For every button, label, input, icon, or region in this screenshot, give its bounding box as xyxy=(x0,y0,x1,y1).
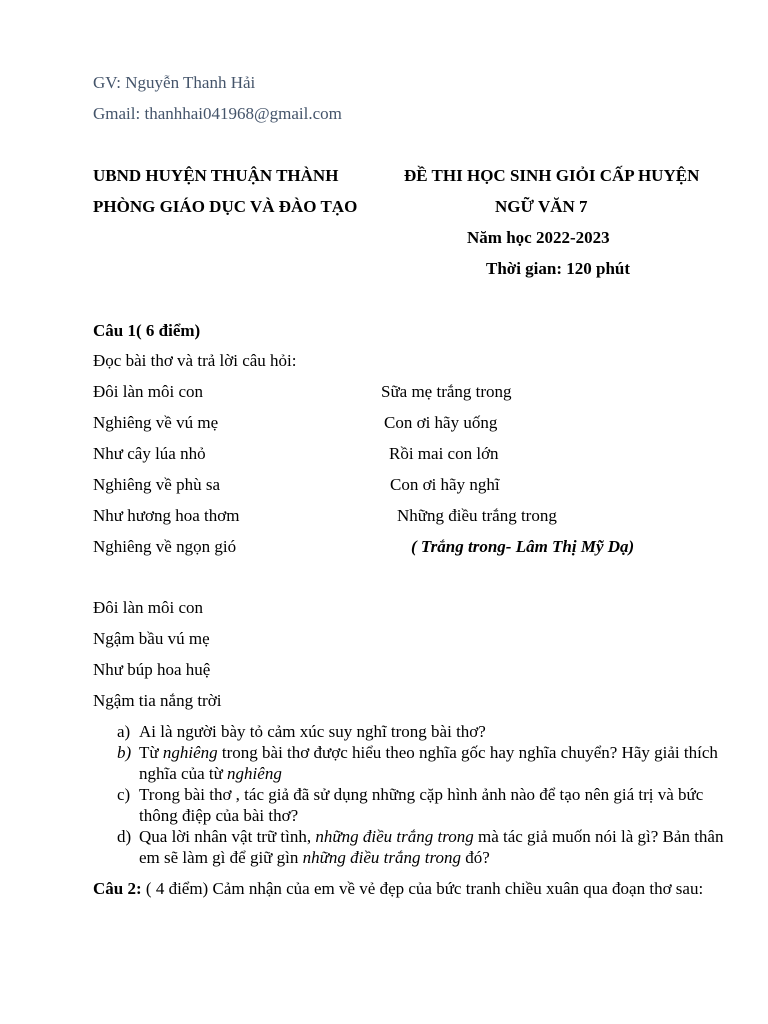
header-district: UBND HUYỆN THUẬN THÀNH xyxy=(93,166,339,185)
question1-instruction: Đọc bài thơ và trả lời câu hỏi: xyxy=(93,351,297,370)
italic-term: nghiêng xyxy=(227,764,282,783)
sub-question-label: a) xyxy=(117,722,131,741)
italic-term: những điều trắng trong xyxy=(302,848,461,867)
question2 xyxy=(93,878,723,899)
sub-question-c xyxy=(117,784,727,826)
poem-line: Đôi làn môi con xyxy=(93,382,204,401)
teacher-name: GV: Nguyễn Thanh Hải xyxy=(93,73,256,92)
poem-line: Nghiêng về vú mẹ xyxy=(93,413,219,432)
sub-question-text xyxy=(139,742,727,784)
poem-line: Như cây lúa nhỏ xyxy=(93,444,206,463)
text-run: Qua lời nhân vật trữ tình, xyxy=(139,827,316,846)
sub-question-d xyxy=(117,826,727,868)
text-run: mà tác giả muốn nói là gì? Bản thân em sẽ làm gì để giữ gìn xyxy=(139,827,724,867)
header-department: PHÒNG GIÁO DỤC VÀ ĐÀO TẠO xyxy=(93,197,358,216)
question1-title: Câu 1( 6 điểm) xyxy=(93,321,201,340)
sub-question-a xyxy=(117,721,727,742)
italic-term: nghiêng xyxy=(162,743,218,762)
question2-title: Câu 2: xyxy=(93,879,142,898)
poem-line: Con ơi hãy uống xyxy=(384,413,498,432)
poem-source: ( Trắng trong- Lâm Thị Mỹ Dạ) xyxy=(411,537,635,556)
sub-question-label: b) xyxy=(117,743,132,762)
poem-line: Những điều trắng trong xyxy=(397,506,557,525)
poem-line: Như hương hoa thơm xyxy=(93,506,240,525)
text-run: Từ xyxy=(139,743,163,762)
poem-line: Ngậm tia nắng trời xyxy=(93,691,222,710)
exam-duration: Thời gian: 120 phút xyxy=(486,259,631,278)
poem-line: Nghiêng về ngọn gió xyxy=(93,537,237,556)
poem-line: Rồi mai con lớn xyxy=(389,444,499,463)
poem-line: Ngậm bầu vú mẹ xyxy=(93,629,210,648)
sub-question-text xyxy=(139,826,727,868)
exam-subject: NGỮ VĂN 7 xyxy=(495,197,588,216)
sub-question-text: Ai là người bày tỏ cảm xúc suy nghĩ trong bài thơ? xyxy=(139,722,486,741)
poem-line: Sữa mẹ trắng trong xyxy=(381,382,512,401)
question2-text: ( 4 điểm) Cảm nhận của em về vẻ đẹp của bức tranh chiều xuân qua đoạn thơ sau: xyxy=(141,879,704,898)
poem-line: Như búp hoa huệ xyxy=(93,660,211,679)
poem-line: Nghiêng về phù sa xyxy=(93,475,221,494)
exam-year: Năm học 2022-2023 xyxy=(467,228,610,247)
text-run: đó? xyxy=(460,848,490,867)
sub-question-b xyxy=(117,742,727,784)
teacher-email: Gmail: thanhhai041968@gmail.com xyxy=(93,104,342,123)
sub-question-label: d) xyxy=(117,827,132,846)
poem-line: Con ơi hãy nghĩ xyxy=(390,475,500,494)
text-run: trong bài thơ được hiểu theo nghĩa gốc hay nghĩa chuyển? Hãy giải thích nghĩa của từ xyxy=(139,743,718,783)
poem-line: Đôi làn môi con xyxy=(93,598,204,617)
exam-title: ĐỀ THI HỌC SINH GIỎI CẤP HUYỆN xyxy=(404,166,700,185)
sub-question-label: c) xyxy=(117,785,131,804)
sub-question-text: Trong bài thơ , tác giả đã sử dụng những cặp hình ảnh nào để tạo nên giá trị và bức thông điệp của bài thơ? xyxy=(139,785,704,825)
italic-term: những điều trắng trong xyxy=(315,827,474,846)
